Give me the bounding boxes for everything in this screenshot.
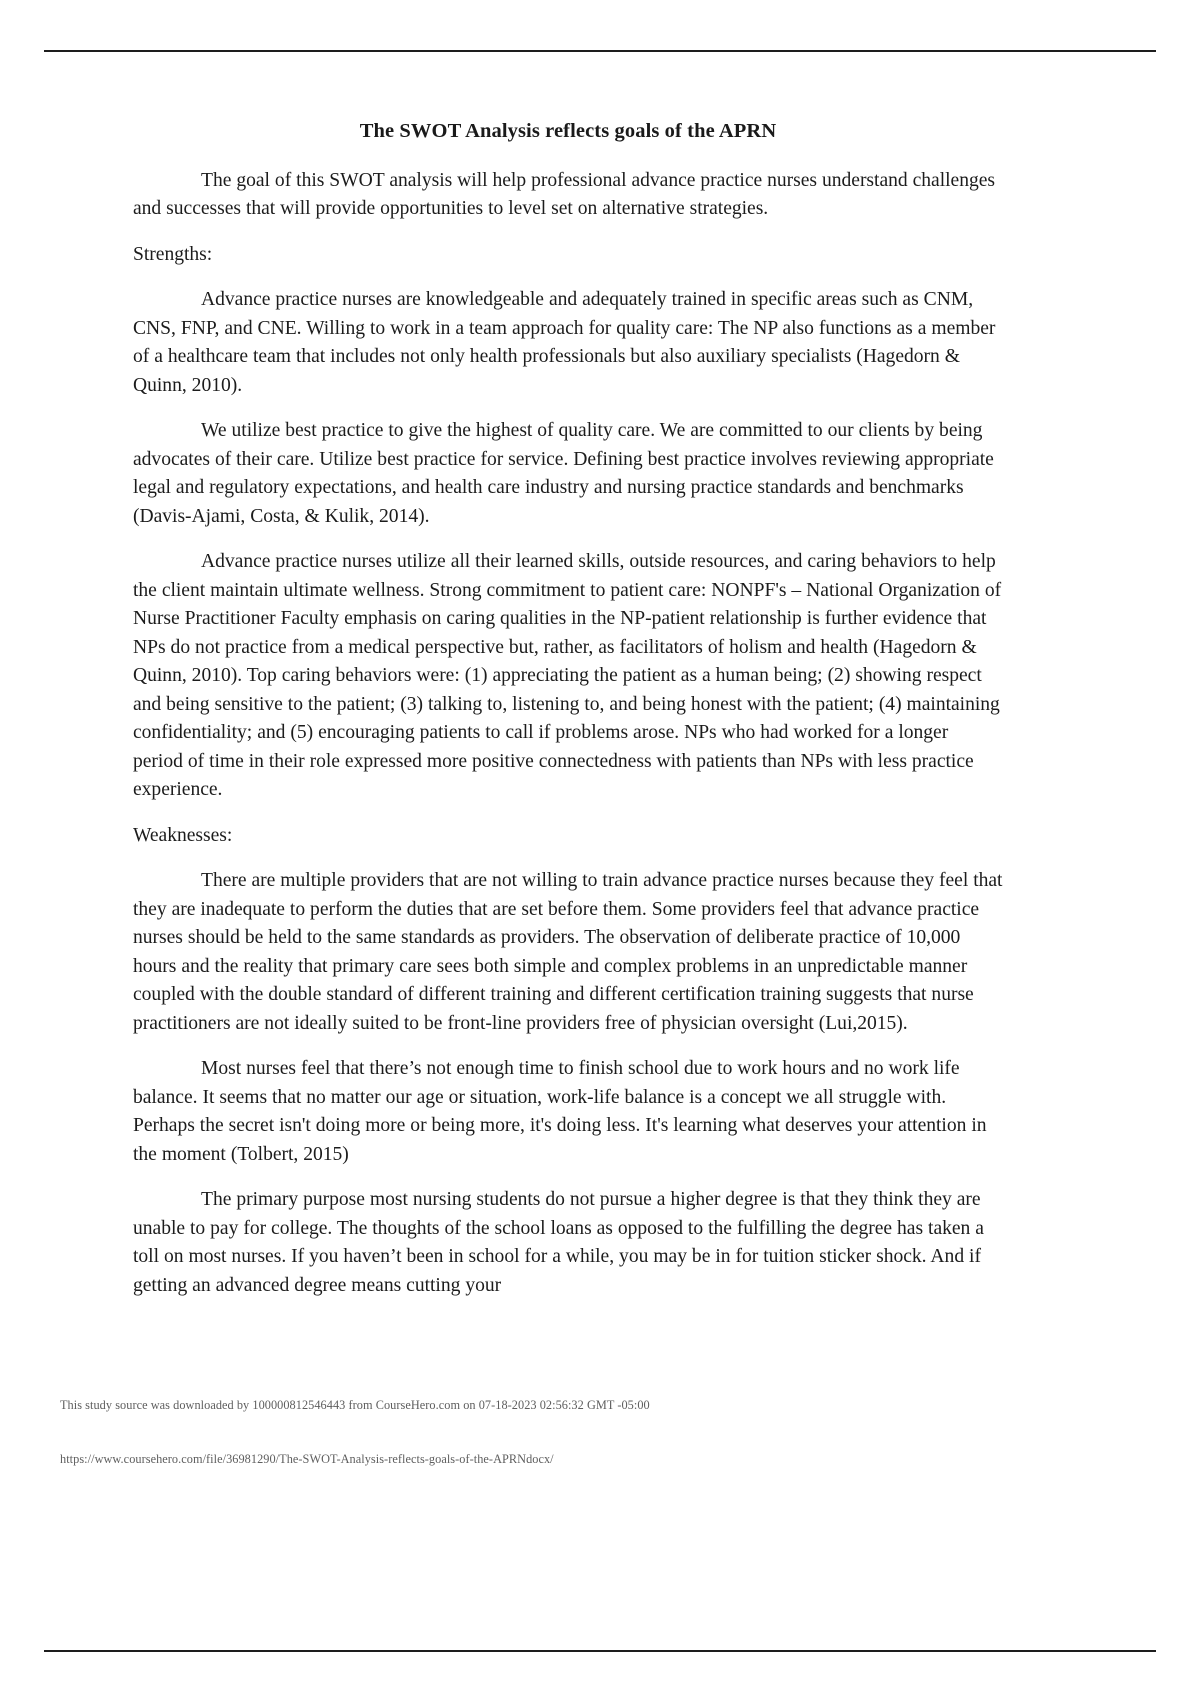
paragraph-strengths-3: Advance practice nurses utilize all their learned skills, outside resources, and caring behaviors to help the client maintain ultimate wellness. Strong commitment to patient care: NONPF's – National Organization of Nurse Practitioner Faculty emphasis on caring qualities in the NP-patient relationship is further evidence that NPs do not practice from a medical perspective but, rather, as facilitators of holism and health (Hagedorn & Quinn, 2010). Top caring behaviors were: (1) appreciating the patient as a human being; (2) showing respect and being sensitive to the patient; (3) talking to, listening to, and being honest with the patient; (4) maintaining confidentiality; and (5) encouraging patients to call if problems arose. NPs who had worked for a longer period of time in their role expressed more positive connectedness with patients than NPs with less practice experience. — [133, 551, 1002, 801]
paragraph-intro: The goal of this SWOT analysis will help professional advance practice nurses understand challenges and successes that will provide opportunities to level set on alternative strategies. — [133, 169, 996, 220]
paragraph-weaknesses-3: The primary purpose most nursing students do not pursue a higher degree is that they think they are unable to pay for college. The thoughts of the school loans as opposed to the fulfilling the degree has taken a toll on most nurses. If you haven’t been in school for a while, you may be in for tuition sticker shock. And if getting an advanced degree means cutting your — [133, 1189, 984, 1296]
page-top-rule — [44, 50, 1156, 52]
document-body — [133, 118, 1003, 1317]
section-heading-weaknesses: Weaknesses: — [133, 824, 233, 846]
paragraph-strengths-1: Advance practice nurses are knowledgeable and adequately trained in specific areas such as CNM, CNS, FNP, and CNE. Willing to work in a team approach for quality care: The NP also functions as a member of a healthcare team that includes not only health professionals but also auxiliary specialists (Hagedorn & Quinn, 2010). — [133, 289, 996, 396]
watermark-download-notice: This study source was downloaded by 100000812546443 from CourseHero.com on 07-18-2023 02:56:32 GMT -05:00 — [60, 1398, 650, 1412]
paragraph-strengths-2: We utilize best practice to give the highest of quality care. We are committed to our clients by being advocates of their care. Utilize best practice for service. Defining best practice involves reviewing appropriate legal and regulatory expectations, and health care industry and nursing practice standards and benchmarks (Davis-Ajami, Costa, & Kulik, 2014). — [133, 420, 994, 527]
watermark-source-url: https://www.coursehero.com/file/36981290/The-SWOT-Analysis-reflects-goals-of-the-APRNdocx/ — [60, 1452, 554, 1466]
paragraph-weaknesses-2: Most nurses feel that there’s not enough time to finish school due to work hours and no work life balance. It seems that no matter our age or situation, work-life balance is a concept we all struggle with. Perhaps the secret isn't doing more or being more, it's doing less. It's learning what deserves your attention in the moment (Tolbert, 2015) — [133, 1058, 987, 1165]
section-heading-strengths: Strengths: — [133, 243, 213, 265]
paragraph-weaknesses-1: There are multiple providers that are not willing to train advance practice nurses because they feel that they are inadequate to perform the duties that are set before them. Some providers feel that advance practice nurses should be held to the same standards as providers. The observation of deliberate practice of 10,000 hours and the reality that primary care sees both simple and complex problems in an unpredictable manner coupled with the double standard of different training and different certification training suggests that nurse practitioners are not ideally suited to be front-line providers free of physician oversight (Lui,2015). — [133, 870, 1003, 1034]
page-bottom-rule — [44, 1650, 1156, 1652]
page-title: The SWOT Analysis reflects goals of the APRN — [359, 120, 777, 142]
